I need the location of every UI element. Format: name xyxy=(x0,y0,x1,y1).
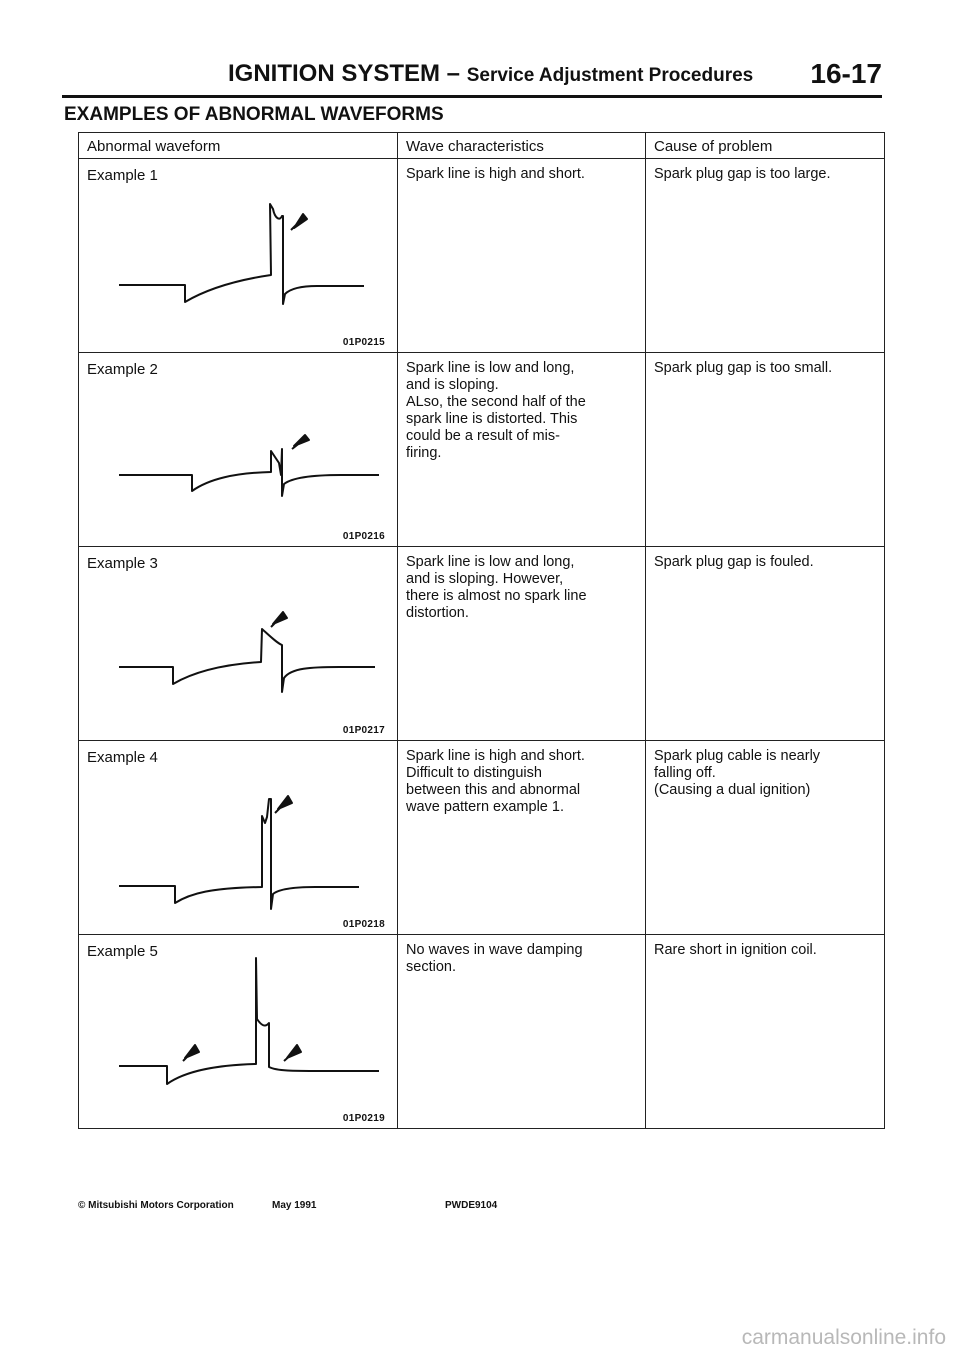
cause-cell xyxy=(646,353,885,547)
header-title-separator: – xyxy=(440,60,467,87)
waveform-2-diagram xyxy=(79,353,397,546)
page-header xyxy=(62,60,882,94)
arrow-indicator-icon xyxy=(183,1045,199,1061)
footer-doc-code: PWDE9104 xyxy=(445,1200,498,1211)
abnormal-waveforms-table xyxy=(78,132,885,1129)
example-label: Example 4 xyxy=(87,749,158,766)
cause-text: Spark plug cable is nearly falling off. (Causing a dual ignition) xyxy=(654,748,821,798)
section-title: EXAMPLES OF ABNORMAL WAVEFORMS xyxy=(64,104,444,125)
cause-text: Spark plug gap is too small. xyxy=(654,360,833,376)
waveform-cell xyxy=(79,547,398,741)
waveform-cell xyxy=(79,935,398,1129)
footer-copyright: © Mitsubishi Motors Corporation xyxy=(78,1200,234,1211)
header-cell-cause: Cause of problem xyxy=(646,133,885,159)
table-row xyxy=(79,547,885,741)
waveform-1-diagram xyxy=(79,159,397,352)
arrow-indicator-icon xyxy=(284,1045,301,1061)
header-cell-waveform: Abnormal waveform xyxy=(79,133,398,159)
arrow-indicator-icon xyxy=(292,435,309,449)
characteristics-cell xyxy=(398,159,646,353)
example-label: Example 5 xyxy=(87,943,158,960)
characteristics-cell xyxy=(398,741,646,935)
cause-cell xyxy=(646,547,885,741)
table-header-row xyxy=(79,133,885,159)
header-cell-characteristics: Wave characteristics xyxy=(398,133,646,159)
example-label: Example 1 xyxy=(87,167,158,184)
table-row xyxy=(79,159,885,353)
waveform-5-diagram xyxy=(79,935,397,1128)
page-number: 16-17 xyxy=(810,58,882,89)
header-rule xyxy=(62,95,882,98)
figure-code: 01P0216 xyxy=(342,531,385,542)
waveform-cell xyxy=(79,159,398,353)
table-row xyxy=(79,353,885,547)
arrow-indicator-icon xyxy=(275,796,292,813)
cause-text: Spark plug gap is fouled. xyxy=(654,554,814,570)
figure-code: 01P0217 xyxy=(342,725,385,736)
header-title-main: IGNITION SYSTEM xyxy=(228,60,441,87)
characteristics-cell xyxy=(398,353,646,547)
figure-code: 01P0219 xyxy=(342,1113,385,1124)
cause-cell xyxy=(646,935,885,1129)
characteristics-cell xyxy=(398,935,646,1129)
arrow-indicator-icon xyxy=(271,612,287,627)
figure-code: 01P0218 xyxy=(342,919,385,930)
example-label: Example 3 xyxy=(87,555,158,572)
example-label: Example 2 xyxy=(87,361,158,378)
cause-cell xyxy=(646,159,885,353)
characteristics-text: Spark line is high and short. Difficult to distinguish between this and abnormal wave pattern example 1. xyxy=(406,748,585,815)
arrow-indicator-icon xyxy=(291,214,307,230)
waveform-3-diagram xyxy=(79,547,397,740)
waveform-4-diagram xyxy=(79,741,397,934)
header-title-sub: Service Adjustment Procedures xyxy=(466,65,754,86)
header-title xyxy=(228,60,753,88)
characteristics-cell xyxy=(398,547,646,741)
watermark: carmanualsonline.info xyxy=(741,1326,946,1349)
table-row xyxy=(79,935,885,1129)
characteristics-text: Spark line is high and short. xyxy=(406,166,585,182)
cause-cell xyxy=(646,741,885,935)
waveform-cell xyxy=(79,741,398,935)
table-row xyxy=(79,741,885,935)
characteristics-text: Spark line is low and long, and is sloping. However, there is almost no spark line distortion. xyxy=(406,554,587,621)
waveform-cell xyxy=(79,353,398,547)
footer-date: May 1991 xyxy=(272,1200,317,1211)
figure-code: 01P0215 xyxy=(342,337,385,348)
cause-text: Spark plug gap is too large. xyxy=(654,166,831,182)
characteristics-text: Spark line is low and long, and is sloping. ALso, the second half of the spark line is distorted. This could be a result of mis- firing. xyxy=(406,360,586,461)
characteristics-text: No waves in wave damping section. xyxy=(406,942,583,975)
cause-text: Rare short in ignition coil. xyxy=(654,942,817,958)
